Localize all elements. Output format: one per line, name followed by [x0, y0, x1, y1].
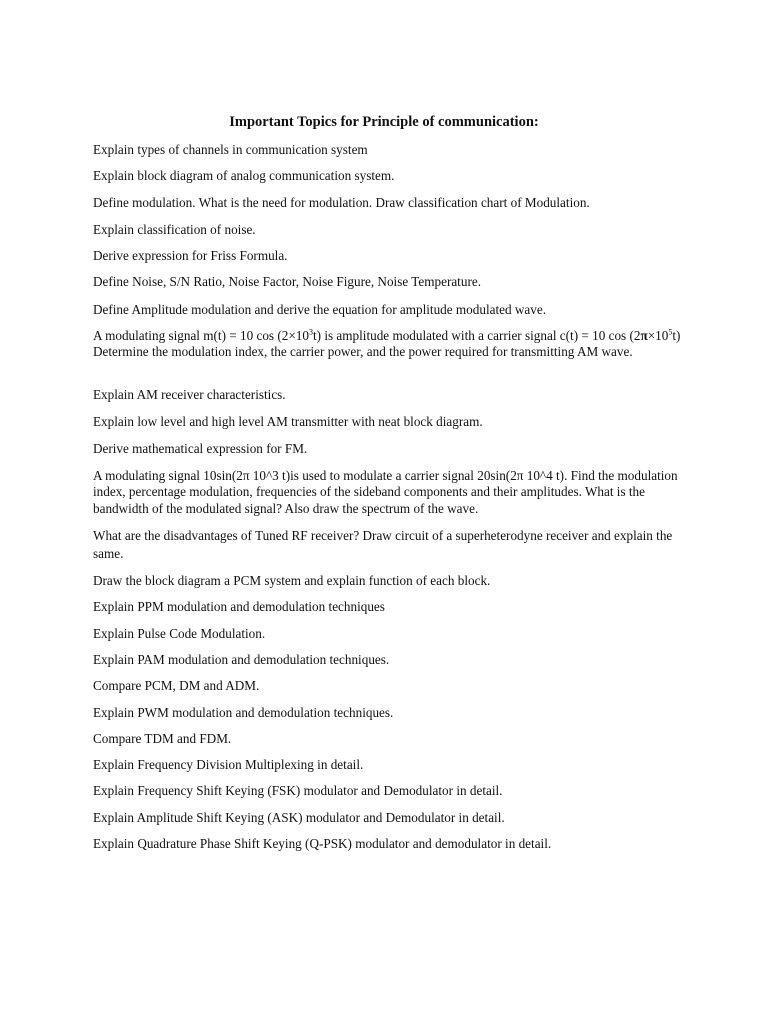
topic-item: What are the disadvantages of Tuned RF receiver? Draw circuit of a superheterodyne receiver and explain the same. [93, 528, 673, 561]
topic-item: Explain PPM modulation and demodulation techniques [93, 599, 385, 614]
topic-item: Explain types of channels in communication system [93, 142, 368, 157]
page-title: Important Topics for Principle of communication: [229, 114, 539, 130]
topic-item: Draw the block diagram a PCM system and explain function of each block. [93, 573, 491, 588]
superscript-exponent: 5 [668, 327, 673, 337]
topic-item: Explain block diagram of analog communication system. [93, 168, 395, 183]
topic-item: Explain Frequency Shift Keying (FSK) modulator and Demodulator in detail. [93, 783, 503, 798]
pi-symbol: π [640, 328, 648, 343]
topic-item: Explain Amplitude Shift Keying (ASK) modulator and Demodulator in detail. [93, 810, 505, 825]
superscript-exponent: 3 [308, 327, 313, 337]
topic-text: A modulating signal m(t) = 10 cos (2×10 [93, 328, 309, 343]
topic-item: Define modulation. What is the need for modulation. Draw classification chart of Modulation. [93, 195, 590, 210]
topic-item: Explain low level and high level AM transmitter with neat block diagram. [93, 414, 483, 429]
topic-item: A modulating signal 10sin(2π 10^3 t)is used to modulate a carrier signal 20sin(2π 10^4 t). Find the modulation index, percentage modulation, frequencies of the sideband components and their amplitudes. What is the bandwidth of the modulated signal? Also draw the spectrum of the wave. [93, 468, 678, 516]
topic-item: Define Amplitude modulation and derive the equation for amplitude modulated wave. [93, 302, 547, 317]
topic-text: ×10 [647, 328, 669, 343]
topic-item: Explain classification of noise. [93, 222, 256, 237]
topic-text: t) Determine the modulation index, the carrier power, and the power required for transmitting AM wave. [93, 328, 681, 360]
topic-item-am-problem [93, 328, 683, 361]
topic-item: Explain Pulse Code Modulation. [93, 626, 266, 641]
topic-item: Explain Quadrature Phase Shift Keying (Q-PSK) modulator and demodulator in detail. [93, 836, 552, 851]
topic-item: Define Noise, S/N Ratio, Noise Factor, Noise Figure, Noise Temperature. [93, 274, 481, 289]
topic-item: Explain AM receiver characteristics. [93, 387, 286, 402]
topic-item: Compare PCM, DM and ADM. [93, 678, 260, 693]
topic-item: Explain PAM modulation and demodulation techniques. [93, 652, 390, 667]
topic-item: Explain Frequency Division Multiplexing in detail. [93, 757, 364, 772]
topic-item: Explain PWM modulation and demodulation techniques. [93, 705, 394, 720]
topic-item: Derive mathematical expression for FM. [93, 441, 308, 456]
topic-item: Derive expression for Friss Formula. [93, 248, 288, 263]
topic-text: t) is amplitude modulated with a carrier signal c(t) = 10 cos (2 [312, 328, 641, 343]
topic-item: Compare TDM and FDM. [93, 731, 232, 746]
